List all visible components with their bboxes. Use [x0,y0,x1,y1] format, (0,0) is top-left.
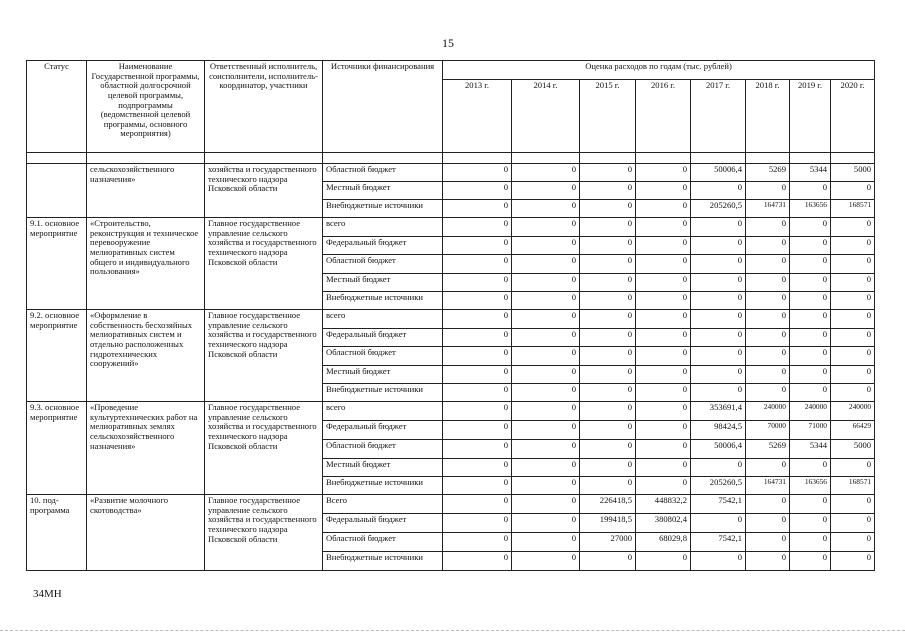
executor-cell: Главное государственное управление сельского хозяйства и государственного технического надзора Псковской области [205,310,323,402]
value-cell: 0 [512,366,580,384]
value-cell: 240000 [831,402,875,421]
name-cell: «Оформление в собственность бесхозяйных мелиоративных систем и отдельно расположенных гидротехнических сооружений» [87,310,205,402]
header-year: 2013 г. [443,80,512,153]
value-cell: 0 [746,274,790,292]
value-cell: 0 [443,292,512,310]
value-cell: 353691,4 [691,402,746,421]
value-cell: 0 [443,200,512,218]
value-cell: 0 [790,329,831,347]
value-cell: 0 [580,200,636,218]
value-cell: 0 [691,274,746,292]
value-cell: 50006,4 [691,440,746,459]
value-cell: 0 [831,347,875,366]
value-cell: 0 [636,182,691,200]
value-cell: 0 [636,440,691,459]
value-cell: 0 [831,459,875,477]
source-cell: Федеральный бюджет [323,329,443,347]
source-cell: Внебюджетные источники [323,384,443,402]
header-name: Наименование Государственной программы, областной долгосрочной целевой программы, подпрограммы (ведомственной целевой программы, основного мероприятия) [87,61,205,153]
source-cell: Федеральный бюджет [323,421,443,440]
header-year: 2016 г. [636,80,691,153]
value-cell: 0 [512,421,580,440]
value-cell: 0 [831,495,875,514]
source-cell: всего [323,310,443,329]
value-cell: 0 [831,255,875,274]
value-cell: 0 [580,218,636,237]
header-year: 2015 г. [580,80,636,153]
value-cell: 0 [691,347,746,366]
source-cell: Местный бюджет [323,274,443,292]
value-cell: 0 [636,310,691,329]
value-cell: 164731 [746,200,790,218]
value-cell: 0 [691,552,746,571]
source-cell: Внебюджетные источники [323,477,443,495]
value-cell: 0 [691,329,746,347]
source-cell: всего [323,218,443,237]
source-cell: Областной бюджет [323,164,443,182]
value-cell: 71000 [790,421,831,440]
value-cell: 168571 [831,200,875,218]
value-cell: 0 [512,274,580,292]
source-cell: Областной бюджет [323,255,443,274]
value-cell: 0 [580,237,636,255]
value-cell: 0 [512,182,580,200]
value-cell: 240000 [790,402,831,421]
value-cell: 0 [636,200,691,218]
value-cell: 0 [746,552,790,571]
value-cell: 0 [790,533,831,552]
value-cell: 0 [512,384,580,402]
name-cell: «Проведение культуртехнических работ на мелиоративных землях сельскохозяйственного назначения» [87,402,205,495]
source-cell: Внебюджетные источники [323,292,443,310]
value-cell: 0 [512,200,580,218]
executor-cell: хозяйства и государственного технического надзора Псковской области [205,164,323,218]
value-cell: 0 [831,552,875,571]
source-cell: Внебюджетные источники [323,552,443,571]
value-cell: 0 [443,274,512,292]
value-cell: 0 [580,310,636,329]
value-cell: 0 [831,237,875,255]
value-cell: 7542,1 [691,533,746,552]
value-cell: 0 [790,459,831,477]
value-cell: 0 [443,440,512,459]
value-cell: 0 [691,292,746,310]
value-cell: 5344 [790,440,831,459]
value-cell: 0 [790,274,831,292]
value-cell: 0 [831,533,875,552]
value-cell: 0 [636,164,691,182]
value-cell: 0 [746,237,790,255]
header-executor: Ответственный исполнитель, соисполнители, исполнитель-координатор, участники [205,61,323,153]
value-cell: 0 [580,366,636,384]
value-cell: 0 [691,514,746,533]
table-row [27,402,875,421]
value-cell: 0 [512,237,580,255]
value-cell: 0 [746,366,790,384]
value-cell: 0 [512,218,580,237]
value-cell: 0 [580,477,636,495]
value-cell: 0 [443,182,512,200]
value-cell: 0 [831,384,875,402]
value-cell: 0 [691,255,746,274]
value-cell: 0 [746,495,790,514]
source-cell: Местный бюджет [323,182,443,200]
value-cell: 0 [636,402,691,421]
source-cell: Всего [323,495,443,514]
value-cell: 0 [580,459,636,477]
value-cell: 7542,1 [691,495,746,514]
executor-cell: Главное государственное управление сельского хозяйства и государственного технического надзора Псковской области [205,402,323,495]
value-cell: 0 [831,366,875,384]
value-cell: 0 [512,255,580,274]
value-cell: 0 [512,495,580,514]
value-cell: 66429 [831,421,875,440]
value-cell: 0 [636,384,691,402]
value-cell: 0 [512,459,580,477]
value-cell: 0 [636,477,691,495]
value-cell: 0 [580,440,636,459]
value-cell: 0 [636,329,691,347]
value-cell: 0 [691,384,746,402]
value-cell: 0 [746,514,790,533]
value-cell: 448832,2 [636,495,691,514]
value-cell: 0 [580,329,636,347]
source-cell: Местный бюджет [323,459,443,477]
value-cell: 168571 [831,477,875,495]
value-cell: 0 [831,218,875,237]
value-cell: 0 [831,182,875,200]
header-sources: Источники финансирования [323,61,443,153]
value-cell: 0 [512,292,580,310]
page-number: 15 [442,36,454,50]
value-cell: 0 [790,310,831,329]
value-cell: 0 [443,552,512,571]
value-cell: 380802,4 [636,514,691,533]
table-row [27,164,875,182]
value-cell: 0 [790,384,831,402]
executor-cell: Главное государственное управление сельского хозяйства и государственного технического надзора Псковской области [205,218,323,310]
value-cell: 0 [746,347,790,366]
value-cell: 0 [636,366,691,384]
value-cell: 0 [580,274,636,292]
header-year: 2018 г. [746,80,790,153]
value-cell: 199418,5 [580,514,636,533]
value-cell: 50006,4 [691,164,746,182]
value-cell: 0 [636,459,691,477]
value-cell: 5269 [746,164,790,182]
status-cell: 9.1. основное мероприятие [27,218,87,310]
value-cell: 0 [512,402,580,421]
value-cell: 0 [636,237,691,255]
value-cell: 0 [636,218,691,237]
value-cell: 5000 [831,440,875,459]
value-cell: 0 [790,218,831,237]
executor-cell: Главное государственное управление сельского хозяйства и государственного технического надзора Псковской области [205,495,323,571]
value-cell: 0 [746,459,790,477]
value-cell: 163656 [790,477,831,495]
value-cell: 0 [636,552,691,571]
value-cell: 0 [636,274,691,292]
value-cell: 205260,5 [691,200,746,218]
value-cell: 0 [746,292,790,310]
status-cell [27,164,87,218]
value-cell: 0 [443,366,512,384]
value-cell: 0 [443,533,512,552]
value-cell: 0 [580,347,636,366]
value-cell: 98424,5 [691,421,746,440]
value-cell: 0 [443,255,512,274]
value-cell: 0 [691,310,746,329]
source-cell: Областной бюджет [323,533,443,552]
value-cell: 0 [746,182,790,200]
value-cell: 0 [790,514,831,533]
value-cell: 0 [746,255,790,274]
value-cell: 0 [691,182,746,200]
value-cell: 0 [580,182,636,200]
value-cell: 0 [443,164,512,182]
value-cell: 70000 [746,421,790,440]
value-cell: 0 [636,421,691,440]
value-cell: 0 [443,218,512,237]
status-cell: 9.2. основное мероприятие [27,310,87,402]
value-cell: 0 [443,459,512,477]
value-cell: 0 [512,164,580,182]
footer-code: 34МН [33,588,62,600]
value-cell: 226418,5 [580,495,636,514]
header-year: 2019 г. [790,80,831,153]
header-year: 2017 г. [691,80,746,153]
value-cell: 5000 [831,164,875,182]
name-cell: сельскохозяйственного назначения» [87,164,205,218]
value-cell: 0 [636,255,691,274]
value-cell: 0 [443,402,512,421]
header-year: 2014 г. [512,80,580,153]
value-cell: 0 [636,347,691,366]
value-cell: 0 [790,255,831,274]
value-cell: 0 [443,237,512,255]
value-cell: 0 [746,218,790,237]
value-cell: 163656 [790,200,831,218]
header-year: 2020 г. [831,80,875,153]
value-cell: 27000 [580,533,636,552]
value-cell: 0 [580,255,636,274]
value-cell: 0 [580,421,636,440]
value-cell: 68029,8 [636,533,691,552]
page-bottom-divider [0,630,905,631]
value-cell: 0 [636,292,691,310]
value-cell: 0 [790,366,831,384]
value-cell: 0 [790,495,831,514]
value-cell: 0 [746,310,790,329]
value-cell: 0 [512,347,580,366]
value-cell: 0 [443,514,512,533]
value-cell: 0 [831,292,875,310]
table-row [27,218,875,237]
value-cell: 0 [512,514,580,533]
value-cell: 0 [443,384,512,402]
table-body [27,164,875,571]
value-cell: 0 [512,329,580,347]
value-cell: 0 [580,552,636,571]
value-cell: 0 [790,347,831,366]
value-cell: 0 [691,459,746,477]
value-cell: 0 [580,384,636,402]
value-cell: 5269 [746,440,790,459]
expenditure-table [26,60,875,571]
value-cell: 0 [746,533,790,552]
name-cell: «Строительство, реконструкция и техническое перевооружение мелиоративных систем общего и индивидуального пользования» [87,218,205,310]
value-cell: 5344 [790,164,831,182]
value-cell: 0 [512,440,580,459]
value-cell: 0 [443,495,512,514]
source-cell: Областной бюджет [323,440,443,459]
value-cell: 0 [790,182,831,200]
name-cell: «Развитие молочного скотоводства» [87,495,205,571]
value-cell: 0 [443,421,512,440]
value-cell: 0 [691,237,746,255]
value-cell: 0 [746,384,790,402]
value-cell: 0 [580,402,636,421]
value-cell: 240000 [746,402,790,421]
value-cell: 164731 [746,477,790,495]
value-cell: 0 [512,533,580,552]
value-cell: 0 [512,477,580,495]
value-cell: 0 [512,552,580,571]
value-cell: 0 [443,310,512,329]
status-cell: 9.3. основное мероприятие [27,402,87,495]
value-cell: 0 [790,292,831,310]
status-cell: 10. под-программа [27,495,87,571]
value-cell: 0 [831,329,875,347]
table-row [27,495,875,514]
header-status: Статус [27,61,87,153]
value-cell: 0 [746,329,790,347]
value-cell: 0 [691,366,746,384]
table-row [27,310,875,329]
value-cell: 0 [831,310,875,329]
value-cell: 0 [443,347,512,366]
value-cell: 205260,5 [691,477,746,495]
value-cell: 0 [580,292,636,310]
source-cell: Федеральный бюджет [323,514,443,533]
header-costs: Оценка расходов по годам (тыс. рублей) [443,61,875,80]
value-cell: 0 [790,552,831,571]
value-cell: 0 [831,274,875,292]
value-cell: 0 [512,310,580,329]
value-cell: 0 [443,329,512,347]
source-cell: Местный бюджет [323,366,443,384]
source-cell: Областной бюджет [323,347,443,366]
value-cell: 0 [580,164,636,182]
source-cell: Внебюджетные источники [323,200,443,218]
source-cell: всего [323,402,443,421]
value-cell: 0 [691,218,746,237]
value-cell: 0 [790,237,831,255]
value-cell: 0 [443,477,512,495]
value-cell: 0 [831,514,875,533]
source-cell: Федеральный бюджет [323,237,443,255]
